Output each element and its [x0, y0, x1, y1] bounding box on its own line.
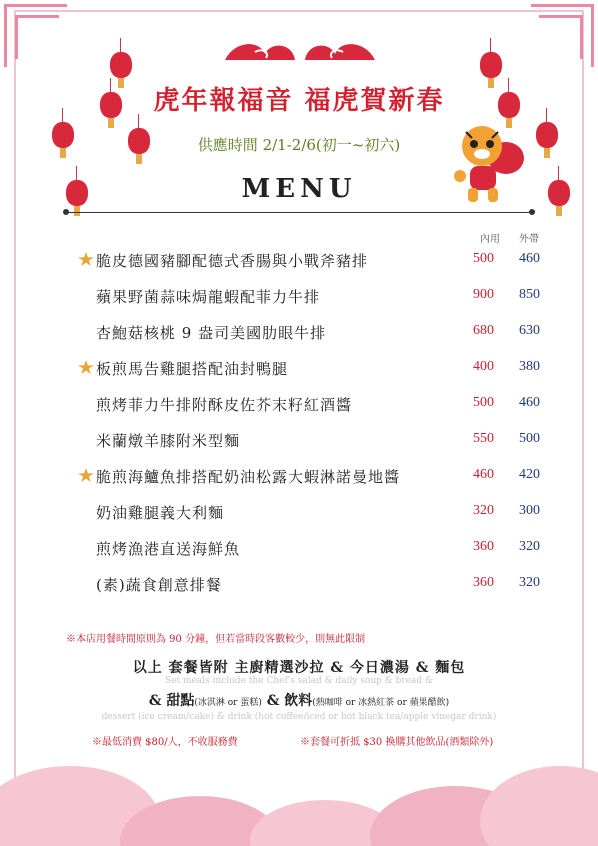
column-header-takeout: 外帶 — [519, 234, 539, 245]
column-header-dine-in: 內用 — [480, 234, 500, 245]
takeout-price: 300 — [519, 503, 540, 518]
dine-in-price: 400 — [473, 359, 494, 374]
dining-time-notice: ※本店用餐時間原則為 90 分鐘，但若當時段客數較少，則無此限制 — [66, 634, 366, 645]
minimum-charge-note: ※最低消費 $80/人，不收服務費 — [92, 737, 238, 748]
lantern-icon — [480, 52, 502, 78]
menu-item-name: 奶油雞腿義大利麵 — [96, 504, 225, 522]
takeout-price: 380 — [519, 359, 540, 374]
set-meal-includes-english: Set meals include the Chef's salad & daily soup & bread & — [164, 676, 434, 686]
takeout-price: 850 — [519, 287, 540, 302]
dine-in-price: 900 — [473, 287, 494, 302]
takeout-price: 420 — [519, 467, 540, 482]
menu-item-name: 米蘭燉羊膝附米型麵 — [96, 432, 241, 450]
menu-item-name: 煎烤漁港直送海鮮魚 — [96, 540, 241, 558]
takeout-price: 630 — [519, 323, 540, 338]
page-title: 虎年報福音 福虎賀新春 — [153, 86, 445, 116]
menu-item-name: 板煎馬告雞腿搭配油封鴨腿 — [96, 360, 289, 378]
menu-item — [0, 502, 598, 528]
menu-item — [0, 322, 598, 348]
dine-in-price: 360 — [473, 575, 494, 590]
menu-heading: MENU — [241, 174, 357, 204]
header-cloud-ornament — [0, 30, 598, 70]
menu-item-name: 杏鮑菇核桃 9 盎司美國肋眼牛排 — [96, 324, 327, 342]
featured-star-icon — [78, 468, 94, 482]
heading-divider — [66, 212, 532, 213]
dine-in-price: 320 — [473, 503, 494, 518]
takeout-price: 460 — [519, 251, 540, 266]
menu-item — [0, 538, 598, 564]
menu-item — [0, 286, 598, 312]
dine-in-price: 500 — [473, 251, 494, 266]
drink-discount-note: ※套餐可折抵 $30 換購其他飲品(酒類除外) — [300, 737, 494, 748]
menu-item — [0, 430, 598, 456]
menu-item — [0, 574, 598, 600]
lantern-icon — [110, 52, 132, 78]
dine-in-price: 360 — [473, 539, 494, 554]
takeout-price: 500 — [519, 431, 540, 446]
menu-item-name: (素)蔬食創意排餐 — [96, 576, 222, 594]
dine-in-price: 680 — [473, 323, 494, 338]
dessert-label: & 甜點 — [148, 693, 195, 709]
menu-item — [0, 358, 598, 384]
drink-label: & 飲料 — [261, 693, 313, 709]
menu-item — [0, 250, 598, 276]
menu-item-name: 脆煎海鱸魚排搭配奶油松露大蝦淋諾曼地醬 — [96, 468, 401, 486]
takeout-price: 320 — [519, 539, 540, 554]
menu-item — [0, 466, 598, 492]
takeout-price: 460 — [519, 395, 540, 410]
featured-star-icon — [78, 360, 94, 374]
dine-in-price: 550 — [473, 431, 494, 446]
dine-in-price: 460 — [473, 467, 494, 482]
featured-star-icon — [78, 252, 94, 266]
menu-item — [0, 394, 598, 420]
dessert-options: (冰淇淋 or 蛋糕) — [194, 698, 262, 708]
service-period: 供應時間 2/1-2/6(初一~初六) — [197, 136, 401, 154]
menu-item-name: 煎烤菲力牛排附酥皮佐芥末籽紅酒醬 — [96, 396, 353, 414]
set-meal-dessert-drink — [0, 690, 598, 710]
menu-item-name: 蘋果野菌蒜味焗龍蝦配菲力牛排 — [96, 288, 321, 306]
set-meal-dessert-drink-english: dessert (ice cream/cake) & drink (hot coffee/iced or hot black tea/apple vinegar drink) — [101, 712, 497, 722]
drink-options: (熱咖啡 or 冰熱紅茶 or 蘋果醋飲) — [312, 698, 450, 708]
menu-item-name: 脆皮德國豬腳配德式香腸與小戰斧豬排 — [96, 252, 369, 270]
takeout-price: 320 — [519, 575, 540, 590]
dine-in-price: 500 — [473, 395, 494, 410]
footer-cloud-ornament — [0, 736, 598, 846]
set-meal-includes: 以上 套餐皆附 主廚精選沙拉 & 今日濃湯 & 麵包 — [132, 660, 466, 676]
